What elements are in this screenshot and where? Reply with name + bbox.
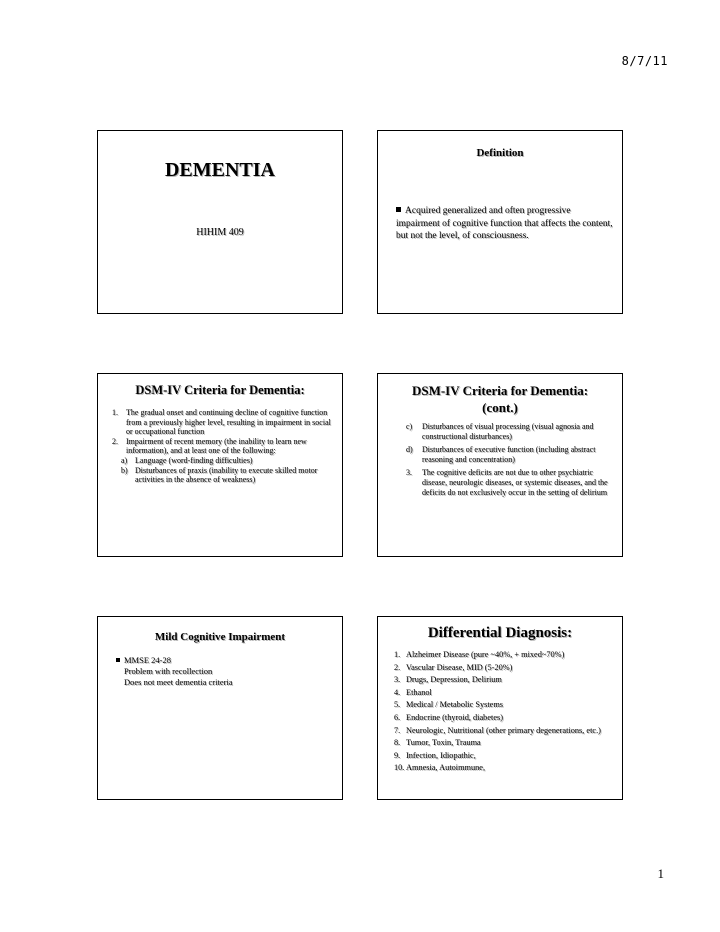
list-number: 9. <box>394 750 401 760</box>
list-item <box>394 688 614 698</box>
ddx-list <box>394 650 614 774</box>
list-subitem-text: Language (word-finding difficulties) <box>135 455 253 465</box>
list-item <box>116 655 332 666</box>
list-item-text: Infection, Idiopathic, <box>406 750 476 760</box>
list-item <box>112 437 332 456</box>
list-item-text: Impairment of recent memory (the inability to learn new information), and at least one of the following: <box>126 436 307 456</box>
list-item-text: Tumor, Toxin, Trauma <box>406 738 481 748</box>
list-item-text: Vascular Disease, MID (5-20%) <box>406 662 513 672</box>
list-subitem-text: Disturbances of praxis (inability to execute skilled motor activities in the absence of weakness) <box>135 465 318 485</box>
slide-title <box>97 130 343 314</box>
slide-definition <box>377 130 623 314</box>
list-number: 5. <box>394 700 401 710</box>
mci-list <box>116 655 332 688</box>
list-letter: b) <box>121 465 128 475</box>
list-item <box>394 738 614 748</box>
square-bullet-icon <box>396 207 401 212</box>
slide-dsm-cont-heading <box>378 382 622 416</box>
definition-text: Acquired generalized and often progressive impairment of cognitive function that affects the content, but not the level, of consciousness. <box>396 206 613 241</box>
list-item-text: Ethanol <box>406 687 432 697</box>
list-letter: c) <box>406 422 413 431</box>
slide-definition-heading: Definition <box>476 147 524 159</box>
slide-mci-heading: Mild Cognitive Impairment <box>154 631 286 643</box>
list-number: 1. <box>112 408 118 417</box>
slide-dsm-criteria-cont <box>377 373 623 557</box>
list-number: 3. <box>406 468 412 477</box>
list-number: 3. <box>394 675 401 685</box>
list-item-text: The cognitive deficits are not due to other psychiatric disease, neurologic diseases, or systemic diseases, and the deficits do not exclusively occur in the setting of delirium <box>422 468 608 497</box>
list-item <box>406 445 612 465</box>
list-item-text: Drugs, Depression, Delirium <box>406 675 502 685</box>
list-item-text: Endocrine (thyroid, diabetes) <box>406 712 503 722</box>
list-item-text: Amnesia, Autoimmune, <box>406 763 486 773</box>
list-item: Does not meet dementia criteria <box>124 677 233 687</box>
list-number: 2. <box>112 436 118 446</box>
list-item <box>394 700 614 710</box>
slide-differential-diagnosis <box>377 616 623 800</box>
list-number: 10. <box>394 763 405 773</box>
list-item <box>406 422 612 442</box>
list-item <box>394 713 614 723</box>
list-item-text: The gradual onset and continuing decline of cognitive function from a previously higher level, resulting in impairment in social or occupational function <box>126 408 331 437</box>
list-item-text: Disturbances of executive function (including abstract reasoning and concentration) <box>422 445 596 464</box>
list-number: 2. <box>394 662 401 672</box>
dsm-criteria-list <box>112 408 332 485</box>
list-item: Problem with recollection <box>124 666 213 676</box>
list-number: 7. <box>394 725 401 735</box>
list-letter: d) <box>406 445 413 454</box>
square-bullet-icon <box>116 658 120 662</box>
list-letter: a) <box>121 455 128 465</box>
list-item <box>394 751 614 761</box>
slide-dsm-heading: DSM-IV Criteria for Dementia: <box>135 383 305 397</box>
list-item-text: Medical / Metabolic Systems <box>406 700 504 710</box>
mci-bullet-text: MMSE 24-28 <box>124 655 171 665</box>
list-item <box>112 408 332 437</box>
list-item <box>394 763 614 773</box>
slide-ddx-heading: Differential Diagnosis: <box>427 625 573 641</box>
list-subitem <box>112 456 332 466</box>
list-number: 1. <box>394 650 401 659</box>
slide-dsm-criteria <box>97 373 343 557</box>
slide-mild-cognitive-impairment <box>97 616 343 800</box>
page-number: 1 <box>657 866 664 881</box>
list-item-text: Neurologic, Nutritional (other primary degenerations, etc.) <box>406 725 601 735</box>
heading-line: DSM-IV Criteria for Dementia: <box>411 383 589 398</box>
list-item-text: Alzheimer Disease (pure ~40%, + mixed~70%) <box>406 650 565 659</box>
list-item <box>394 675 614 685</box>
list-item <box>394 726 614 736</box>
list-number: 6. <box>394 712 401 722</box>
page-date: 8/7/11 <box>621 54 668 68</box>
list-number: 8. <box>394 738 401 748</box>
dsm-cont-list <box>406 422 612 498</box>
list-item-text: Disturbances of visual processing (visual agnosia and constructional disturbances) <box>422 422 594 441</box>
heading-line: (cont.) <box>482 400 518 415</box>
list-number: 4. <box>394 687 401 697</box>
list-item <box>394 650 614 660</box>
list-subitem <box>112 466 332 485</box>
slide-title-heading: DEMENTIA <box>164 159 275 181</box>
list-item <box>406 468 612 498</box>
definition-bullet <box>396 205 614 243</box>
slide-course-code: HIHIM 409 <box>196 227 244 238</box>
list-item <box>394 663 614 673</box>
